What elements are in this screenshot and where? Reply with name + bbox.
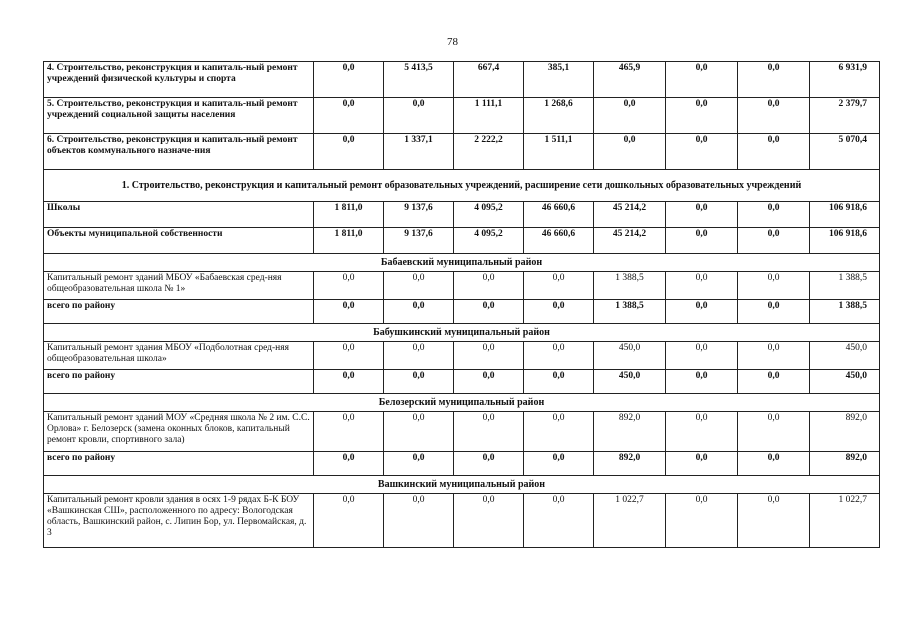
project-row	[44, 342, 880, 370]
page-number: 78	[447, 36, 458, 48]
value-cell: 0,0	[524, 342, 594, 370]
project-row	[44, 412, 880, 452]
value-cell: 0,0	[524, 412, 594, 452]
value-cell: 0,0	[454, 342, 524, 370]
program-row	[44, 134, 880, 170]
value-cell: 0,0	[384, 412, 454, 452]
value-cell: 1 022,7	[594, 494, 666, 548]
program-row	[44, 62, 880, 98]
row-label: 5. Строительство, реконструкция и капиталь-ный ремонт учреждений социальной защиты населения	[44, 98, 314, 134]
district-total-row	[44, 370, 880, 394]
value-cell: 0,0	[524, 370, 594, 394]
value-cell: 450,0	[810, 370, 880, 394]
program-row	[44, 98, 880, 134]
district-header-cell: Бабушкинский муниципальный район	[44, 324, 880, 342]
value-cell: 892,0	[810, 452, 880, 476]
value-cell: 892,0	[810, 412, 880, 452]
value-cell: 0,0	[594, 134, 666, 170]
value-cell: 450,0	[594, 370, 666, 394]
value-cell: 1 811,0	[314, 202, 384, 228]
value-cell: 892,0	[594, 452, 666, 476]
section-header	[44, 170, 880, 202]
value-cell: 1 388,5	[810, 300, 880, 324]
district-total-row	[44, 300, 880, 324]
value-cell: 0,0	[454, 300, 524, 324]
value-cell: 0,0	[738, 412, 810, 452]
value-cell: 465,9	[594, 62, 666, 98]
value-cell: 9 137,6	[384, 228, 454, 254]
value-cell: 0,0	[738, 342, 810, 370]
value-cell: 0,0	[738, 370, 810, 394]
value-cell: 0,0	[738, 228, 810, 254]
value-cell: 0,0	[314, 300, 384, 324]
value-cell: 106 918,6	[810, 202, 880, 228]
value-cell: 0,0	[666, 202, 738, 228]
value-cell: 6 931,9	[810, 62, 880, 98]
value-cell: 0,0	[666, 452, 738, 476]
district-header	[44, 394, 880, 412]
row-label: 6. Строительство, реконструкция и капиталь-ный ремонт объектов коммунального назначе-ния	[44, 134, 314, 170]
value-cell: 1 337,1	[384, 134, 454, 170]
value-cell: 0,0	[384, 370, 454, 394]
row-label: Капитальный ремонт зданий МБОУ «Бабаевская сред-няя общеобразовательная школа № 1»	[44, 272, 314, 300]
district-header-cell: Белозерский муниципальный район	[44, 394, 880, 412]
section-header-cell: 1. Строительство, реконструкция и капитальный ремонт образовательных учреждений, расширение сети дошкольных образовательных учреждений	[44, 170, 880, 202]
value-cell: 0,0	[384, 300, 454, 324]
summary-row	[44, 228, 880, 254]
value-cell: 1 022,7	[810, 494, 880, 548]
district-header-cell: Бабаевский муниципальный район	[44, 254, 880, 272]
value-cell: 45 214,2	[594, 202, 666, 228]
value-cell: 0,0	[738, 62, 810, 98]
value-cell: 0,0	[314, 134, 384, 170]
row-label: Капитальный ремонт здания МБОУ «Подболотная сред-няя общеобразовательная школа»	[44, 342, 314, 370]
value-cell: 0,0	[384, 494, 454, 548]
value-cell: 0,0	[314, 370, 384, 394]
row-label: всего по району	[44, 452, 314, 476]
value-cell: 0,0	[524, 452, 594, 476]
row-label: всего по району	[44, 300, 314, 324]
value-cell: 0,0	[314, 272, 384, 300]
value-cell: 0,0	[454, 452, 524, 476]
value-cell: 0,0	[666, 62, 738, 98]
value-cell: 0,0	[738, 134, 810, 170]
project-row	[44, 272, 880, 300]
value-cell: 0,0	[738, 98, 810, 134]
value-cell: 1 268,6	[524, 98, 594, 134]
value-cell: 0,0	[314, 412, 384, 452]
value-cell: 1 811,0	[314, 228, 384, 254]
value-cell: 0,0	[454, 370, 524, 394]
value-cell: 0,0	[594, 98, 666, 134]
value-cell: 5 413,5	[384, 62, 454, 98]
value-cell: 0,0	[384, 452, 454, 476]
value-cell: 0,0	[666, 98, 738, 134]
district-total-row	[44, 452, 880, 476]
value-cell: 0,0	[384, 342, 454, 370]
value-cell: 450,0	[810, 342, 880, 370]
row-label: Капитальный ремонт кровли здания в осях 1-9 рядах Б-К БОУ «Вашкинская СШ», расположенного по адресу: Вологодская область, Вашкинский район, с. Липин Бор, ул. Первомайская, д. 3	[44, 494, 314, 548]
value-cell: 0,0	[738, 202, 810, 228]
summary-row	[44, 202, 880, 228]
value-cell: 46 660,6	[524, 202, 594, 228]
value-cell: 46 660,6	[524, 228, 594, 254]
value-cell: 2 222,2	[454, 134, 524, 170]
district-header-cell: Вашкинский муниципальный район	[44, 476, 880, 494]
value-cell: 0,0	[314, 342, 384, 370]
value-cell: 0,0	[666, 342, 738, 370]
value-cell: 0,0	[454, 494, 524, 548]
value-cell: 0,0	[738, 452, 810, 476]
value-cell: 0,0	[314, 62, 384, 98]
value-cell: 0,0	[524, 272, 594, 300]
value-cell: 0,0	[666, 494, 738, 548]
district-header	[44, 476, 880, 494]
value-cell: 0,0	[666, 370, 738, 394]
value-cell: 45 214,2	[594, 228, 666, 254]
value-cell: 0,0	[524, 494, 594, 548]
value-cell: 0,0	[454, 412, 524, 452]
value-cell: 0,0	[524, 300, 594, 324]
value-cell: 667,4	[454, 62, 524, 98]
value-cell: 1 388,5	[594, 272, 666, 300]
value-cell: 9 137,6	[384, 202, 454, 228]
value-cell: 4 095,2	[454, 202, 524, 228]
value-cell: 0,0	[384, 98, 454, 134]
value-cell: 1 511,1	[524, 134, 594, 170]
value-cell: 385,1	[524, 62, 594, 98]
district-header	[44, 254, 880, 272]
row-label: Капитальный ремонт зданий МОУ «Средняя школа № 2 им. С.С. Орлова» г. Белозерск (замена оконных блоков, капитальный ремонт кровли, спортивного зала)	[44, 412, 314, 452]
value-cell: 4 095,2	[454, 228, 524, 254]
row-label: Объекты муниципальной собственности	[44, 228, 314, 254]
value-cell: 892,0	[594, 412, 666, 452]
value-cell: 5 070,4	[810, 134, 880, 170]
value-cell: 1 111,1	[454, 98, 524, 134]
value-cell: 0,0	[666, 412, 738, 452]
value-cell: 106 918,6	[810, 228, 880, 254]
value-cell: 0,0	[666, 134, 738, 170]
value-cell: 0,0	[738, 300, 810, 324]
budget-table	[43, 61, 880, 548]
value-cell: 0,0	[738, 494, 810, 548]
row-label: всего по району	[44, 370, 314, 394]
value-cell: 0,0	[666, 272, 738, 300]
value-cell: 1 388,5	[810, 272, 880, 300]
value-cell: 0,0	[454, 272, 524, 300]
value-cell: 450,0	[594, 342, 666, 370]
value-cell: 0,0	[384, 272, 454, 300]
value-cell: 0,0	[666, 300, 738, 324]
value-cell: 0,0	[314, 98, 384, 134]
row-label: Школы	[44, 202, 314, 228]
value-cell: 1 388,5	[594, 300, 666, 324]
value-cell: 0,0	[666, 228, 738, 254]
project-row	[44, 494, 880, 548]
value-cell: 0,0	[314, 452, 384, 476]
row-label: 4. Строительство, реконструкция и капиталь-ный ремонт учреждений физической культуры и спорта	[44, 62, 314, 98]
district-header	[44, 324, 880, 342]
value-cell: 0,0	[738, 272, 810, 300]
value-cell: 2 379,7	[810, 98, 880, 134]
value-cell: 0,0	[314, 494, 384, 548]
